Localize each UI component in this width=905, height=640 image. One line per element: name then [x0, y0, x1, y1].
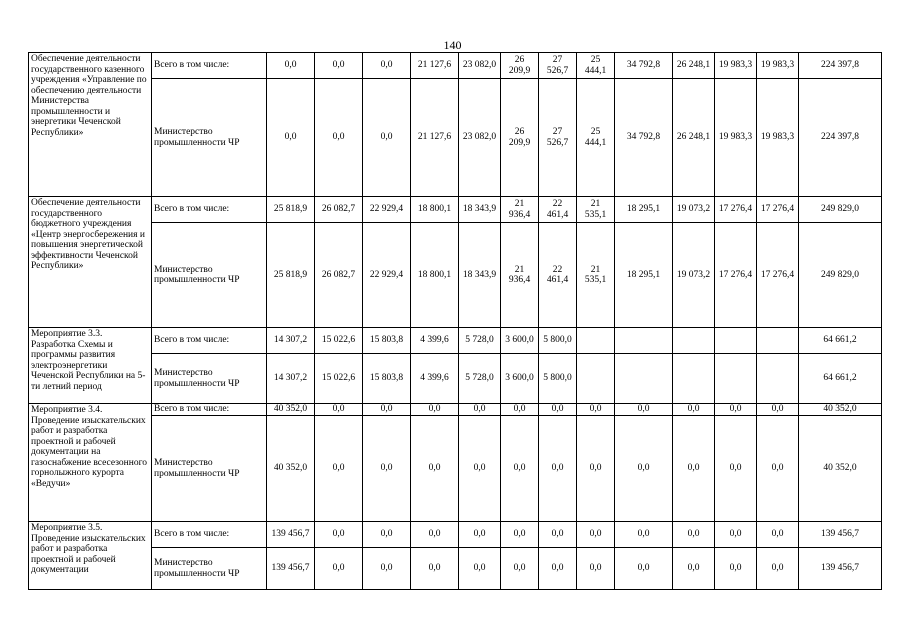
table-row — [29, 223, 882, 328]
value-cell: 21 936,4 — [501, 223, 539, 328]
value-cell: 18 343,9 — [459, 223, 501, 328]
value-cell: 18 295,1 — [615, 197, 673, 223]
value-cell: 139 456,7 — [267, 548, 315, 590]
value-cell: 0,0 — [673, 416, 715, 522]
table-row — [29, 197, 882, 223]
value-cell: 4 399,6 — [411, 328, 459, 354]
value-cell: 26 082,7 — [315, 197, 363, 223]
table-row — [29, 522, 882, 548]
value-cell: 5 800,0 — [539, 328, 577, 354]
value-cell: 0,0 — [363, 416, 411, 522]
value-cell: 0,0 — [501, 404, 539, 416]
value-cell: 17 276,4 — [757, 197, 799, 223]
value-cell: 0,0 — [615, 416, 673, 522]
value-cell: 0,0 — [501, 416, 539, 522]
value-cell: 0,0 — [363, 79, 411, 197]
value-cell: 0,0 — [757, 416, 799, 522]
value-cell: 40 352,0 — [267, 416, 315, 522]
value-cell: 27 526,7 — [539, 53, 577, 79]
value-cell: 15 803,8 — [363, 354, 411, 404]
budget-table — [28, 52, 882, 590]
value-cell: 0,0 — [539, 416, 577, 522]
value-cell: 25 444,1 — [577, 79, 615, 197]
value-cell: 0,0 — [673, 548, 715, 590]
value-cell: 0,0 — [673, 404, 715, 416]
value-cell: 0,0 — [363, 53, 411, 79]
source-label: Всего в том числе: — [152, 53, 267, 79]
value-cell: 14 307,2 — [267, 354, 315, 404]
value-cell: 0,0 — [411, 416, 459, 522]
value-cell: 22 461,4 — [539, 197, 577, 223]
value-cell: 26 209,9 — [501, 53, 539, 79]
value-cell: 18 295,1 — [615, 223, 673, 328]
value-cell: 0,0 — [501, 522, 539, 548]
value-cell: 26 248,1 — [673, 79, 715, 197]
total-cell: 64 661,2 — [799, 328, 882, 354]
value-cell: 19 073,2 — [673, 197, 715, 223]
total-cell: 64 661,2 — [799, 354, 882, 404]
source-label: Всего в том числе: — [152, 328, 267, 354]
value-cell: 21 535,1 — [577, 197, 615, 223]
value-cell: 0,0 — [757, 548, 799, 590]
value-cell: 0,0 — [615, 548, 673, 590]
source-label: Министерство промышленности ЧР — [152, 79, 267, 197]
total-cell: 224 397,8 — [799, 79, 882, 197]
table-row — [29, 416, 882, 522]
value-cell: 19 073,2 — [673, 223, 715, 328]
source-label: Министерство промышленности ЧР — [152, 223, 267, 328]
value-cell — [615, 328, 673, 354]
value-cell: 0,0 — [363, 522, 411, 548]
value-cell: 0,0 — [501, 548, 539, 590]
total-cell: 40 352,0 — [799, 416, 882, 522]
value-cell: 3 600,0 — [501, 328, 539, 354]
value-cell — [757, 354, 799, 404]
value-cell: 5 728,0 — [459, 328, 501, 354]
value-cell: 0,0 — [315, 79, 363, 197]
value-cell: 0,0 — [315, 53, 363, 79]
value-cell: 18 800,1 — [411, 223, 459, 328]
value-cell: 25 818,9 — [267, 197, 315, 223]
table-row — [29, 404, 882, 416]
value-cell: 0,0 — [615, 404, 673, 416]
value-cell: 23 082,0 — [459, 79, 501, 197]
value-cell: 14 307,2 — [267, 328, 315, 354]
value-cell: 0,0 — [459, 404, 501, 416]
value-cell: 26 248,1 — [673, 53, 715, 79]
table-row — [29, 354, 882, 404]
value-cell: 26 082,7 — [315, 223, 363, 328]
value-cell: 34 792,8 — [615, 53, 673, 79]
value-cell: 21 936,4 — [501, 197, 539, 223]
value-cell: 0,0 — [363, 548, 411, 590]
value-cell — [757, 328, 799, 354]
value-cell: 0,0 — [267, 79, 315, 197]
value-cell: 0,0 — [715, 404, 757, 416]
value-cell: 0,0 — [577, 522, 615, 548]
page-number: 140 — [443, 38, 462, 52]
value-cell: 0,0 — [459, 548, 501, 590]
measure-name: Мероприятие 3.4. Проведение изыскательских работ и разработка проектной и рабочей документации на газоснабжение всесезонного горнолыжного курорта «Ведучи» — [29, 404, 152, 522]
value-cell: 21 127,6 — [411, 53, 459, 79]
value-cell: 139 456,7 — [267, 522, 315, 548]
measure-name: Мероприятие 3.3. Разработка Схемы и программы развития электроэнергетики Чеченской Республики на 5-ти летний период — [29, 328, 152, 404]
value-cell: 0,0 — [267, 53, 315, 79]
value-cell — [673, 354, 715, 404]
total-cell: 139 456,7 — [799, 548, 882, 590]
source-label: Всего в том числе: — [152, 197, 267, 223]
value-cell: 27 526,7 — [539, 79, 577, 197]
value-cell: 0,0 — [315, 522, 363, 548]
total-cell: 139 456,7 — [799, 522, 882, 548]
value-cell: 0,0 — [539, 404, 577, 416]
value-cell: 0,0 — [539, 548, 577, 590]
value-cell: 17 276,4 — [715, 197, 757, 223]
value-cell: 0,0 — [315, 416, 363, 522]
value-cell: 22 461,4 — [539, 223, 577, 328]
value-cell: 0,0 — [577, 416, 615, 522]
total-cell: 224 397,8 — [799, 53, 882, 79]
table-row — [29, 79, 882, 197]
value-cell: 15 803,8 — [363, 328, 411, 354]
measure-name: Обеспечение деятельности государственного казенного учреждения «Управление по обеспечению деятельности Министерства промышленности и энергетики Чеченской Республики» — [29, 53, 152, 197]
value-cell — [577, 354, 615, 404]
value-cell — [715, 328, 757, 354]
value-cell: 0,0 — [315, 548, 363, 590]
value-cell: 0,0 — [411, 548, 459, 590]
source-label: Всего в том числе: — [152, 404, 267, 416]
source-label: Министерство промышленности ЧР — [152, 354, 267, 404]
value-cell: 22 929,4 — [363, 197, 411, 223]
table-row — [29, 548, 882, 590]
total-cell: 249 829,0 — [799, 197, 882, 223]
value-cell: 0,0 — [615, 522, 673, 548]
value-cell — [715, 354, 757, 404]
value-cell: 0,0 — [459, 522, 501, 548]
table-row — [29, 53, 882, 79]
value-cell: 40 352,0 — [267, 404, 315, 416]
value-cell: 19 983,3 — [715, 53, 757, 79]
value-cell: 25 818,9 — [267, 223, 315, 328]
value-cell: 21 127,6 — [411, 79, 459, 197]
value-cell: 15 022,6 — [315, 354, 363, 404]
value-cell: 0,0 — [363, 404, 411, 416]
value-cell: 15 022,6 — [315, 328, 363, 354]
value-cell — [615, 354, 673, 404]
value-cell: 18 343,9 — [459, 197, 501, 223]
value-cell: 0,0 — [757, 404, 799, 416]
value-cell: 0,0 — [577, 404, 615, 416]
table-row — [29, 328, 882, 354]
value-cell: 17 276,4 — [757, 223, 799, 328]
value-cell: 4 399,6 — [411, 354, 459, 404]
value-cell: 19 983,3 — [757, 53, 799, 79]
value-cell: 0,0 — [411, 404, 459, 416]
value-cell: 5 800,0 — [539, 354, 577, 404]
source-label: Министерство промышленности ЧР — [152, 416, 267, 522]
measure-name: Мероприятие 3.5. Проведение изыскательских работ и разработка проектной и рабочей документации — [29, 522, 152, 590]
value-cell — [673, 328, 715, 354]
value-cell: 26 209,9 — [501, 79, 539, 197]
value-cell: 0,0 — [757, 522, 799, 548]
value-cell — [577, 328, 615, 354]
value-cell: 34 792,8 — [615, 79, 673, 197]
value-cell: 0,0 — [715, 416, 757, 522]
value-cell: 0,0 — [315, 404, 363, 416]
source-label: Всего в том числе: — [152, 522, 267, 548]
value-cell: 21 535,1 — [577, 223, 615, 328]
measure-name: Обеспечение деятельности государственного бюджетного учреждения «Центр энергосбережения и повышения энергетической эффективности Чеченской Республики» — [29, 197, 152, 328]
value-cell: 19 983,3 — [715, 79, 757, 197]
value-cell: 0,0 — [673, 522, 715, 548]
value-cell: 5 728,0 — [459, 354, 501, 404]
value-cell: 25 444,1 — [577, 53, 615, 79]
value-cell: 23 082,0 — [459, 53, 501, 79]
value-cell: 0,0 — [459, 416, 501, 522]
value-cell: 0,0 — [577, 548, 615, 590]
total-cell: 249 829,0 — [799, 223, 882, 328]
value-cell: 0,0 — [715, 522, 757, 548]
value-cell: 22 929,4 — [363, 223, 411, 328]
value-cell: 18 800,1 — [411, 197, 459, 223]
source-label: Министерство промышленности ЧР — [152, 548, 267, 590]
value-cell: 0,0 — [411, 522, 459, 548]
total-cell: 40 352,0 — [799, 404, 882, 416]
value-cell: 0,0 — [539, 522, 577, 548]
value-cell: 19 983,3 — [757, 79, 799, 197]
value-cell: 0,0 — [715, 548, 757, 590]
value-cell: 3 600,0 — [501, 354, 539, 404]
value-cell: 17 276,4 — [715, 223, 757, 328]
